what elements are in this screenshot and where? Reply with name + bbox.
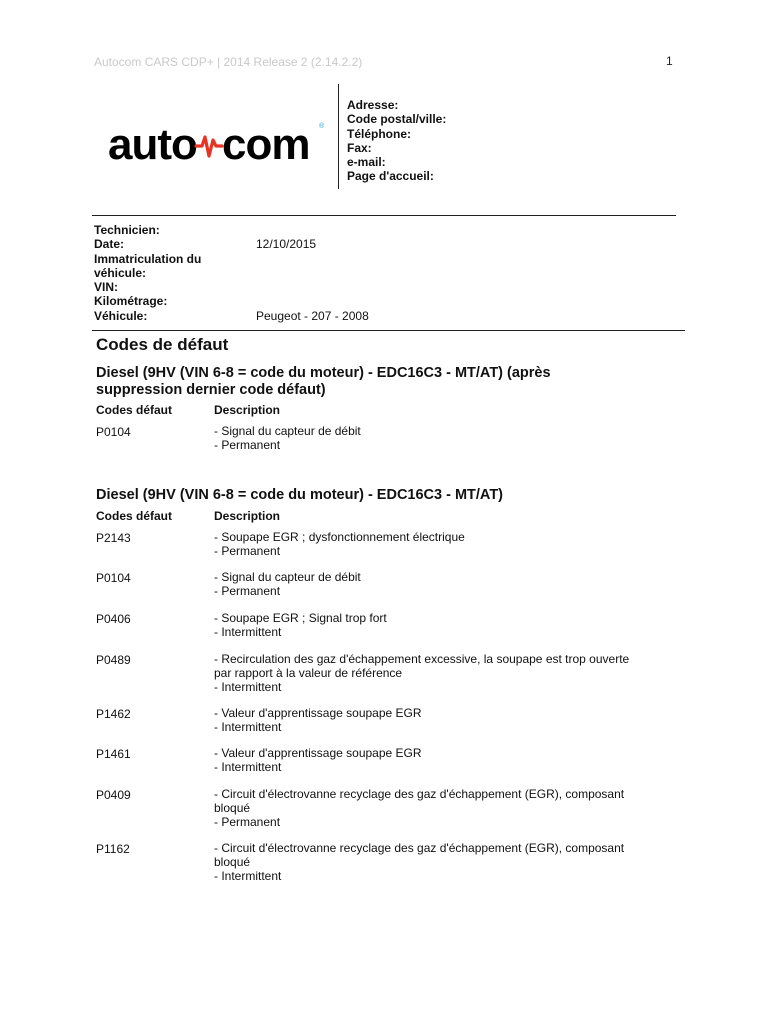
- vehicle-value: Peugeot - 207 - 2008: [256, 309, 369, 323]
- description-line: - Soupape EGR ; Signal trop fort: [214, 611, 387, 625]
- fault-code: P0489: [96, 653, 131, 667]
- fault-code: P1462: [96, 707, 131, 721]
- description-line: - Permanent: [214, 583, 281, 598]
- description-line: - Signal du capteur de débit: [214, 570, 361, 584]
- description-line: - Intermittent: [214, 719, 282, 734]
- fault-description: [214, 747, 684, 775]
- fault-description: [214, 842, 684, 883]
- registration-label: Immatriculation du: [94, 252, 202, 266]
- group-title-cont: suppression dernier code défaut): [96, 382, 326, 398]
- postal-label: Code postal/ville:: [347, 112, 447, 127]
- fault-code: P0104: [96, 425, 131, 439]
- date-label: Date:: [94, 237, 125, 251]
- description-line: - Circuit d'électrovanne recyclage des gaz d'échappement (EGR), composant: [214, 787, 625, 801]
- description-line: - Signal du capteur de débit: [214, 424, 361, 438]
- address-label: Adresse:: [347, 98, 399, 112]
- section-title: Codes de défaut: [96, 335, 229, 354]
- divider-line: [92, 330, 685, 331]
- description-line: - Permanent: [214, 543, 281, 558]
- homepage-label: Page d'accueil:: [347, 169, 434, 184]
- column-header-code: Codes défaut: [96, 509, 173, 523]
- registration-label-cont: véhicule:: [94, 266, 147, 280]
- fault-description: [214, 571, 684, 599]
- fault-code: P1162: [96, 842, 130, 856]
- fault-code: P1461: [96, 747, 131, 761]
- header-divider: [338, 84, 339, 189]
- group-title: Diesel (9HV (VIN 6-8 = code du moteur) - EDC16C3 - MT/AT): [96, 487, 504, 503]
- registered-icon: ®: [319, 123, 325, 130]
- fault-description: [214, 788, 684, 829]
- email-label: e-mail:: [347, 155, 386, 170]
- date-value: 12/10/2015: [256, 237, 317, 251]
- description-line: - Valeur d'apprentissage soupape EGR: [214, 706, 422, 720]
- description-line: - Intermittent: [214, 624, 282, 639]
- fault-code: P0406: [96, 612, 131, 626]
- description-line: - Soupape EGR ; dysfonctionnement électrique: [214, 530, 465, 544]
- description-line: - Intermittent: [214, 679, 282, 694]
- fault-code: P0104: [96, 571, 131, 585]
- description-line: - Intermittent: [214, 759, 282, 774]
- vin-label: VIN:: [94, 280, 118, 294]
- fault-description: [214, 653, 684, 694]
- logo-text-right: com: [222, 120, 310, 166]
- column-header-description: Description: [214, 403, 281, 417]
- fault-code: P0409: [96, 788, 131, 802]
- mileage-label: Kilométrage:: [94, 294, 168, 308]
- fault-description: [214, 531, 684, 559]
- description-line: bloqué: [214, 854, 251, 869]
- fax-label: Fax:: [347, 140, 372, 155]
- group-title: Diesel (9HV (VIN 6-8 = code du moteur) - EDC16C3 - MT/AT) (après: [96, 365, 551, 381]
- autocom-logo: [108, 116, 330, 166]
- description-line: - Permanent: [214, 814, 281, 829]
- description-line: bloqué: [214, 800, 251, 815]
- phone-label: Téléphone:: [347, 126, 412, 141]
- contact-block: [347, 98, 446, 184]
- column-header-description: Description: [214, 509, 281, 523]
- description-line: - Circuit d'électrovanne recyclage des gaz d'échappement (EGR), composant: [214, 841, 625, 855]
- description-line: - Recirculation des gaz d'échappement excessive, la soupape est trop ouverte: [214, 652, 630, 666]
- description-line: - Valeur d'apprentissage soupape EGR: [214, 746, 422, 760]
- logo-pulse-icon: [196, 137, 222, 156]
- column-header-code: Codes défaut: [96, 403, 173, 417]
- page-number: 1: [666, 54, 673, 68]
- fault-code: P2143: [96, 531, 131, 545]
- logo-text-left: auto: [108, 120, 197, 166]
- autocom-logo-graphic: [108, 116, 330, 166]
- fault-description: [214, 612, 684, 640]
- description-line: - Intermittent: [214, 868, 282, 883]
- technician-label: Technicien:: [94, 223, 160, 237]
- divider-line: [92, 215, 676, 216]
- description-line: - Permanent: [214, 437, 281, 452]
- document-header: Autocom CARS CDP+ | 2014 Release 2 (2.14.2.2): [94, 55, 363, 69]
- fault-description: [214, 707, 684, 735]
- description-line: par rapport à la valeur de référence: [214, 665, 403, 680]
- fault-description: [214, 425, 684, 453]
- vehicle-label: Véhicule:: [94, 309, 148, 323]
